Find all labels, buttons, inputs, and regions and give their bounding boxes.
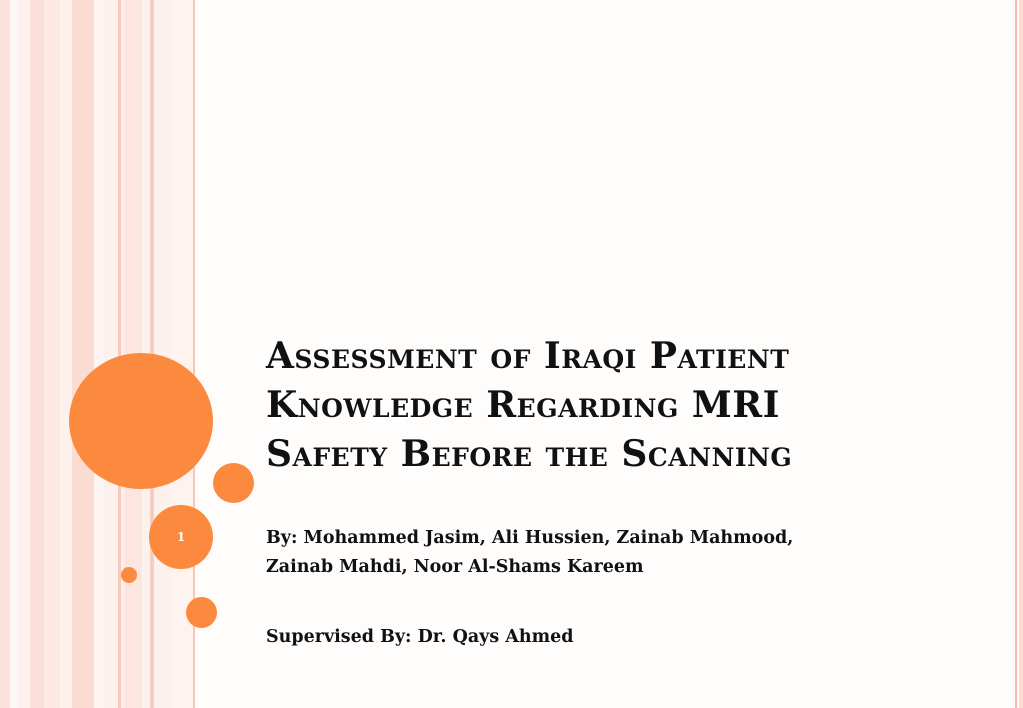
right-border-line	[1015, 0, 1017, 708]
decor-circle-small	[121, 567, 137, 583]
title-line: Assessment of Iraqi Patient	[266, 335, 790, 377]
right-border-band	[1019, 0, 1023, 708]
decor-circle-medium	[213, 463, 254, 503]
decor-stripe	[10, 0, 18, 708]
authors-line: Zainab Mahdi, Noor Al-Shams Kareem	[266, 557, 644, 577]
decor-stripe	[0, 0, 10, 708]
slide-number: 1	[176, 530, 186, 544]
slide-number-badge	[149, 505, 213, 569]
decor-stripe	[118, 0, 121, 708]
authors-text	[266, 524, 966, 582]
decor-stripe	[94, 0, 104, 708]
supervisor-text: Supervised By: Dr. Qays Ahmed	[266, 627, 574, 647]
title-line: Safety Before the Scanning	[266, 433, 793, 475]
decor-stripe	[30, 0, 44, 708]
decor-circle-bottom	[186, 597, 217, 628]
slide-title	[266, 332, 906, 479]
decor-stripe	[72, 0, 94, 708]
title-line: Knowledge Regarding MRI	[266, 384, 780, 426]
decor-stripe	[44, 0, 60, 708]
authors-line: By: Mohammed Jasim, Ali Hussien, Zainab Mahmood,	[266, 528, 794, 548]
decor-circle-large	[69, 353, 213, 489]
